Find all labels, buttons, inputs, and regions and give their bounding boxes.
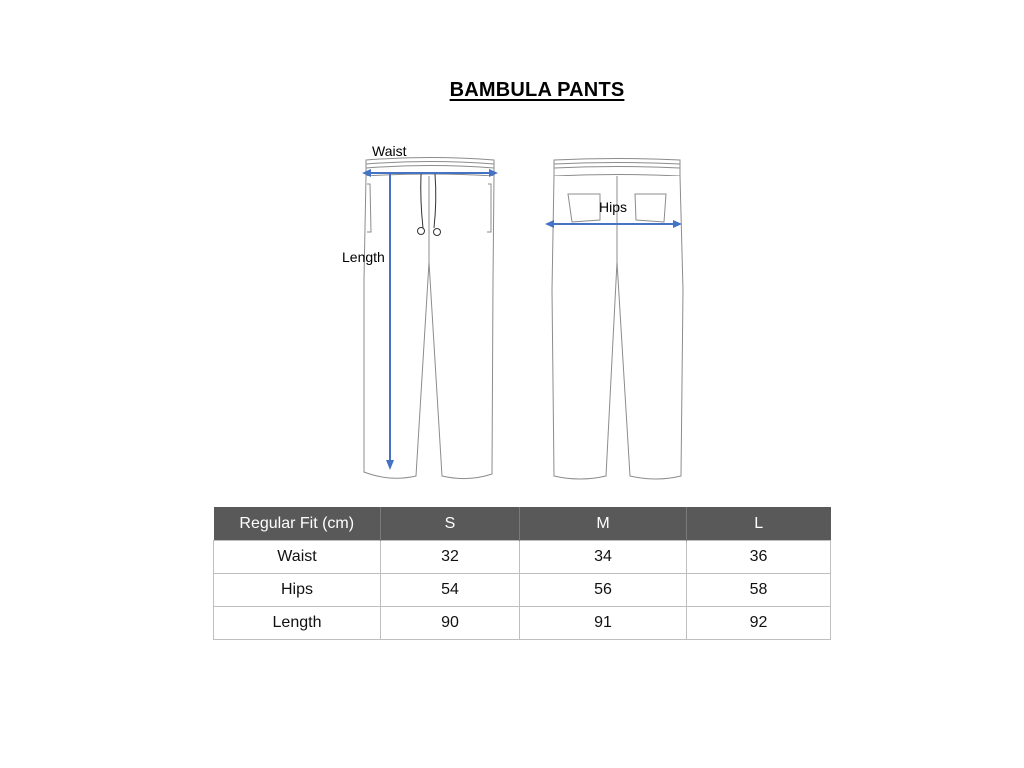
table-row (214, 607, 831, 640)
length-label: Length (342, 249, 385, 265)
page-title: BAMBULA PANTS (449, 79, 625, 101)
table-cell: 91 (520, 607, 687, 640)
table-cell: 90 (381, 607, 520, 640)
table-cell: 34 (520, 541, 687, 574)
waist-label: Waist (372, 143, 407, 159)
row-label: Waist (214, 541, 381, 574)
table-cell: 36 (687, 541, 831, 574)
row-label: Length (214, 607, 381, 640)
front-pants-drawing (364, 158, 494, 479)
table-cell: 54 (381, 574, 520, 607)
table-row (214, 574, 831, 607)
size-chart-table (213, 507, 831, 640)
table-cell: 32 (381, 541, 520, 574)
table-cell: 92 (687, 607, 831, 640)
row-label: Hips (214, 574, 381, 607)
table-header-row (214, 507, 831, 541)
header-regular-fit: Regular Fit (cm) (214, 507, 381, 541)
hips-label: Hips (599, 199, 628, 215)
table-cell: 58 (687, 574, 831, 607)
header-size-m: M (520, 507, 687, 541)
table-row (214, 541, 831, 574)
pants-diagram (330, 135, 700, 495)
header-size-l: L (687, 507, 831, 541)
header-size-s: S (381, 507, 520, 541)
table-cell: 56 (520, 574, 687, 607)
